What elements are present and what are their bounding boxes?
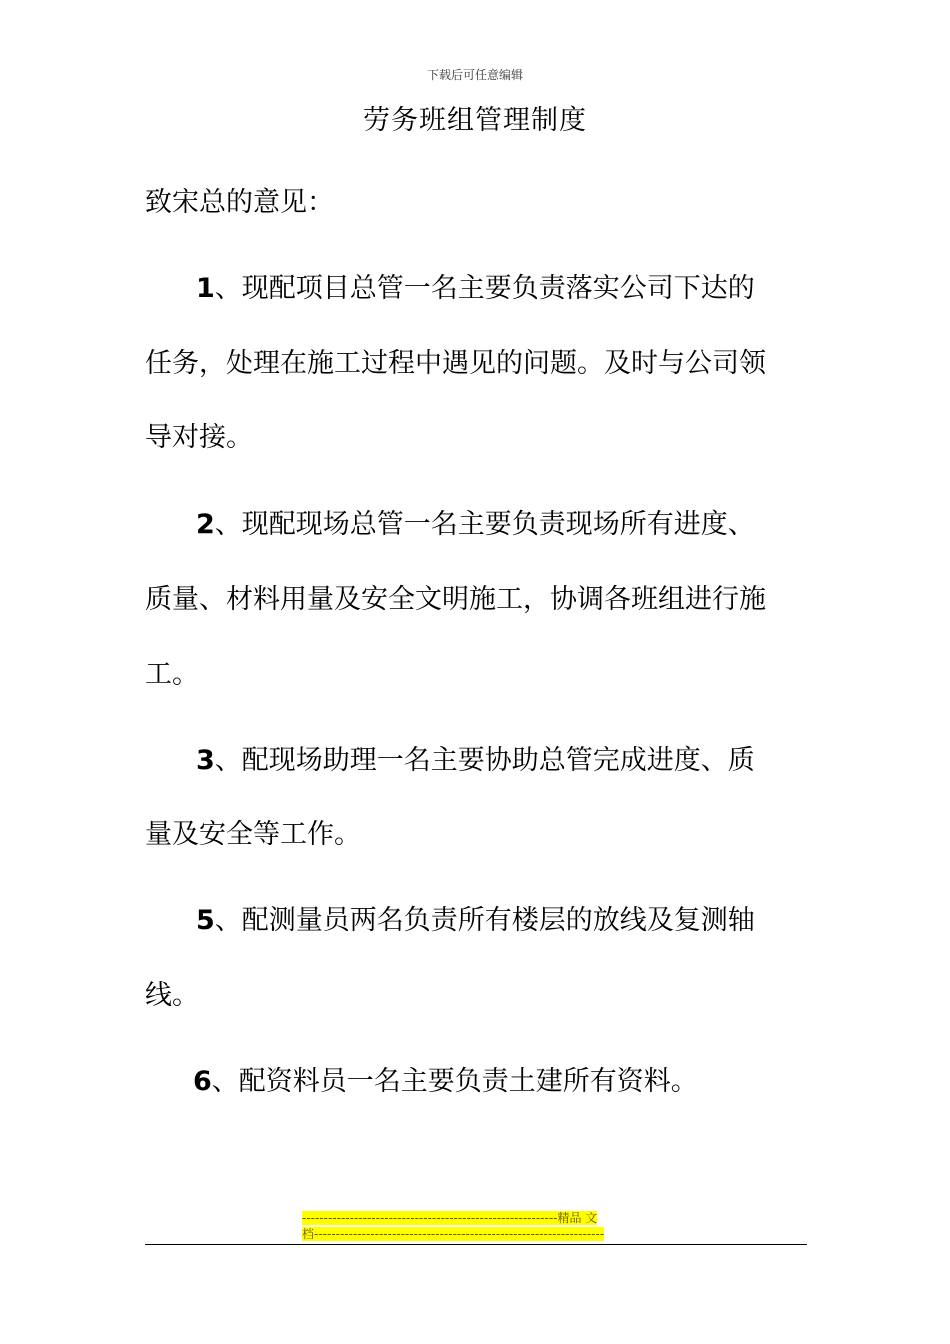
document-title: 劳务班组管理制度 [363, 105, 587, 136]
item-2-line-1 [196, 505, 864, 545]
item-3-text: 、配现场助理一名主要协助总管完成进度、质 [214, 745, 755, 776]
item-5-number: 5 [196, 905, 215, 936]
item-6-line-1 [193, 1062, 861, 1102]
item-1-line-2: 任务，处理在施工过程中遇见的问题。及时与公司领 [145, 348, 766, 379]
item-1-number: 1 [196, 273, 215, 304]
item-5-line-2: 线。 [145, 980, 199, 1011]
item-2-line-2: 质量、材料用量及安全文明施工，协调各班组进行施 [145, 584, 766, 615]
footer-watermark-line-2: 档------------------------------------------------------------------- [302, 1227, 605, 1241]
item-6-number: 6 [193, 1066, 212, 1097]
item-3-line-2: 量及安全等工作。 [145, 819, 361, 850]
item-2-line-3: 工。 [145, 659, 199, 690]
item-6-text: 、配资料员一名主要负责土建所有资料。 [211, 1066, 698, 1097]
item-3-line-1 [196, 741, 864, 781]
salutation: 致宋总的意见： [145, 187, 334, 218]
footer-watermark-line-1: -----------------------------------------------------------精品 文 [302, 1211, 598, 1225]
footer-watermark [302, 1210, 650, 1242]
item-5-text: 、配测量员两名负责所有楼层的放线及复测轴 [214, 905, 755, 936]
item-1-line-3: 导对接。 [145, 422, 253, 453]
item-1-text: 、现配项目总管一名主要负责落实公司下达的 [214, 273, 755, 304]
item-1-line-1 [196, 269, 864, 309]
item-3-number: 3 [196, 745, 215, 776]
item-2-number: 2 [196, 509, 215, 540]
item-5-line-1 [196, 901, 864, 941]
item-2-text: 、现配现场总管一名主要负责现场所有进度、 [214, 509, 755, 540]
header-note: 下载后可任意编辑 [426, 68, 523, 82]
footer-divider [145, 1244, 807, 1245]
